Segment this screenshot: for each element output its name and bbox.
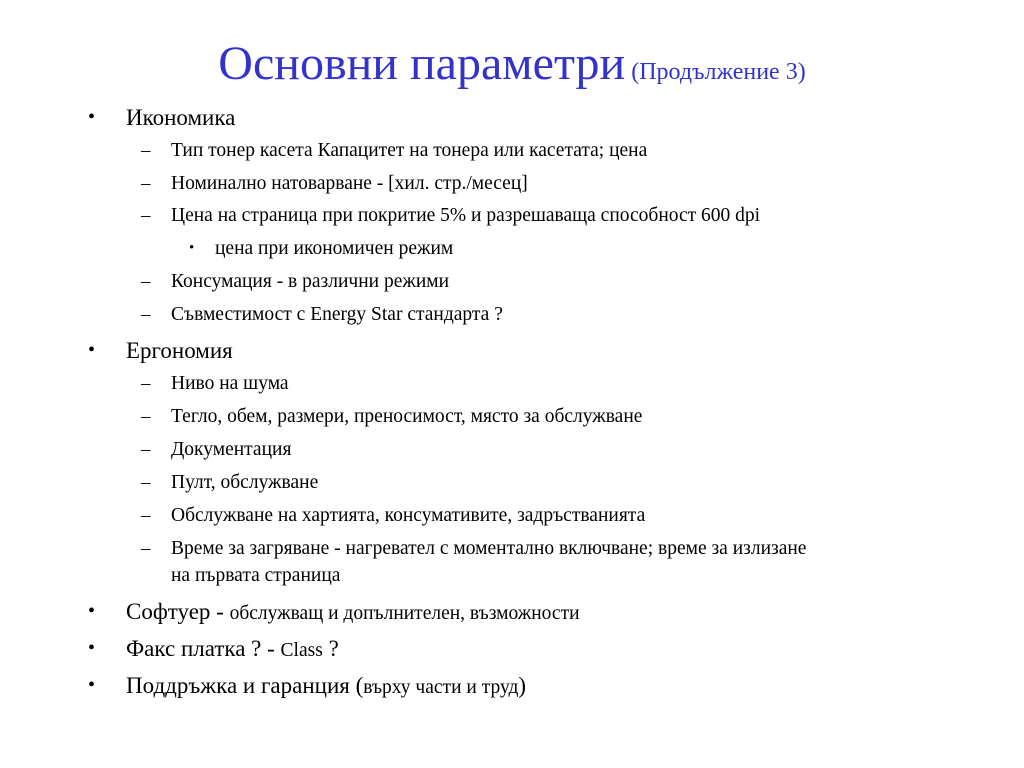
dash-marker: – bbox=[141, 271, 151, 292]
dash-marker: – bbox=[141, 373, 151, 394]
bullet-note: Class bbox=[280, 640, 323, 661]
bullet-text bbox=[126, 600, 580, 624]
sub-item-text: Консумация - в различни режими bbox=[171, 271, 450, 292]
bullet-label: Ергономия bbox=[126, 338, 233, 363]
bullet-tail: ? bbox=[328, 636, 339, 661]
sub-item-text: Тегло, обем, размери, преносимост, място за обслужване bbox=[171, 406, 643, 427]
bullet-marker: • bbox=[88, 106, 96, 128]
dash-marker: – bbox=[141, 173, 151, 194]
bullet-marker: • bbox=[88, 674, 96, 696]
dash-marker: – bbox=[141, 304, 151, 325]
bullet-marker: • bbox=[88, 637, 96, 659]
bullet-label: Икономика bbox=[126, 105, 236, 130]
dash-marker: – bbox=[141, 439, 151, 460]
sub-item-text: Тип тонер касета Капацитет на тонера или касетата; цена bbox=[171, 140, 648, 161]
bullet-text bbox=[126, 674, 526, 698]
slide-title-sub: (Продължение 3) bbox=[631, 59, 806, 85]
sub-item-text: Обслужване на хартията, консумативите, задръстванията bbox=[171, 505, 646, 526]
slide-title-main: Основни параметри bbox=[218, 37, 626, 90]
bullet-marker: • bbox=[88, 600, 96, 622]
sub-item-text: Пулт, обслужване bbox=[171, 472, 319, 493]
bullet-text bbox=[126, 637, 339, 661]
sub-item-text: Цена на страница при покритие 5% и разрешаваща способност 600 dpi bbox=[171, 205, 761, 226]
bullet-label: Факс платка ? - bbox=[126, 636, 275, 661]
dash-marker: – bbox=[141, 472, 151, 493]
sub-item-text: Съвместимост с Energy Star стандарта ? bbox=[171, 304, 503, 325]
bullet-note: обслужващ и допълнителен, възможности bbox=[229, 603, 580, 624]
sub-item-text: на първата страница bbox=[171, 565, 341, 586]
bullet-label: Софтуер - bbox=[126, 599, 224, 624]
bullet-tail: ) bbox=[518, 673, 527, 698]
sub-item-text: Ниво на шума bbox=[171, 373, 289, 394]
sub-sub-item-text: цена при икономичен режим bbox=[215, 238, 454, 259]
dash-marker: – bbox=[141, 505, 151, 526]
bullet-label: Поддръжка и гаранция ( bbox=[126, 673, 364, 698]
dash-marker: – bbox=[141, 538, 151, 559]
dash-marker: – bbox=[141, 406, 151, 427]
sub-item-text: Документация bbox=[171, 439, 292, 460]
dash-marker: – bbox=[141, 140, 151, 161]
sub-item-text: Номинално натоварване - [хил. стр./месец] bbox=[171, 173, 528, 194]
sub-item-text: Време за загряване - нагревател с моментално включване; време за излизане bbox=[171, 538, 807, 559]
bullet-marker: • bbox=[189, 240, 195, 256]
bullet-note: върху части и труд bbox=[363, 677, 519, 698]
dash-marker: – bbox=[141, 205, 151, 226]
bullet-marker: • bbox=[88, 339, 96, 361]
